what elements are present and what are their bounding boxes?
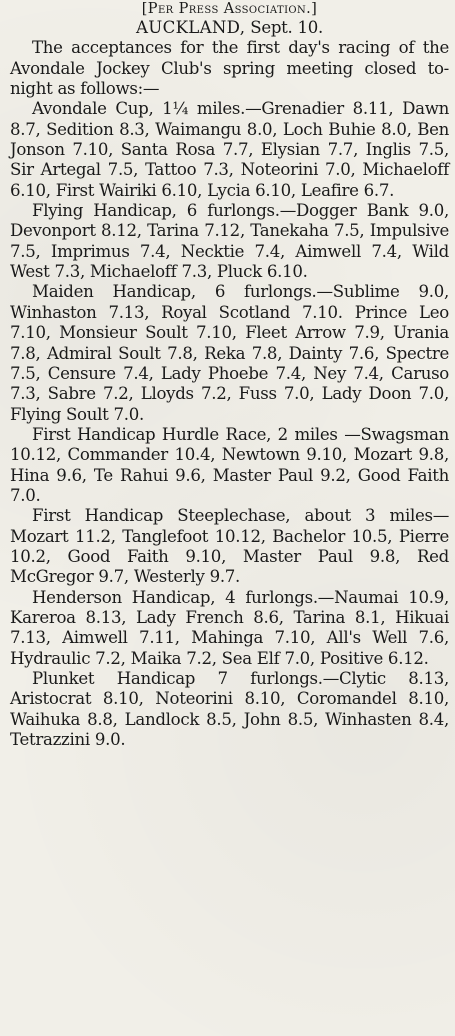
race-avondale-cup: Avondale Cup, 1¼ miles.—Grenadier 8.11, Dawn 8.7, Sedition 8.3, Waimangu 8.0, Loch Buhie 8.0, Ben Jonson 7.10, Santa Rosa 7.7, Elysian 7.7, Inglis 7.5, Sir Artegal 7.5, Tattoo 7.3, Noteorini 7.0, Michaeloff 6.10, First Wairiki 6.10, Lycia 6.10, Leafire 6.7. bbox=[10, 99, 449, 200]
dateline bbox=[10, 18, 449, 38]
race-flying-handicap: Flying Handicap, 6 furlongs.—Dogger Bank 9.0, Devonport 8.12, Tarina 7.12, Tanekaha 7.5, Impulsive 7.5, Imprimus 7.4, Necktie 7.4, Aimwell 7.4, Wild West 7.3, Michaeloff 7.3, Pluck 6.10. bbox=[10, 201, 449, 282]
press-credit: [Per Press Association.] bbox=[141, 1, 318, 17]
race-henderson-handicap: Henderson Handicap, 4 furlongs.—Naumai 10.9, Kareroa 8.13, Lady French 8.6, Tarina 8.1, Hikuai 7.13, Aimwell 7.11, Mahinga 7.10, All's Well 7.6, Hydraulic 7.2, Maika 7.2, Sea Elf 7.0, Positive 6.12. bbox=[10, 587, 449, 668]
dateline-place: AUCKLAND, bbox=[136, 18, 246, 37]
dateline-date: Sept. 10. bbox=[250, 18, 323, 37]
race-hurdle: First Handicap Hurdle Race, 2 miles —Swagsman 10.12, Commander 10.4, Newtown 9.10, Mozart 9.8, Hina 9.6, Te Rahui 9.6, Master Paul 9.2, Good Faith 7.0. bbox=[10, 424, 449, 505]
race-plunket-handicap: Plunket Handicap 7 furlongs.—Clytic 8.13, Aristocrat 8.10, Noteorini 8.10, Coromandel 8.10, Waihuka 8.8, Landlock 8.5, John 8.5, Winhasten 8.4, Tetrazzini 9.0. bbox=[10, 669, 449, 750]
race-steeplechase: First Handicap Steeplechase, about 3 miles—Mozart 11.2, Tanglefoot 10.12, Bachelor 10.5, Pierre 10.2, Good Faith 9.10, Master Paul 9.8, Red McGregor 9.7, Westerly 9.7. bbox=[10, 506, 449, 587]
intro-paragraph: The acceptances for the first day's racing of the Avondale Jockey Club's spring meeting closed to-night as follows:— bbox=[10, 38, 449, 99]
race-maiden-handicap: Maiden Handicap, 6 furlongs.—Sublime 9.0, Winhaston 7.13, Royal Scotland 7.10. Prince Leo 7.10, Monsieur Soult 7.10, Fleet Arrow 7.9, Urania 7.8, Admiral Soult 7.8, Reka 7.8, Dainty 7.6, Spectre 7.5, Censure 7.4, Lady Phoebe 7.4, Ney 7.4, Caruso 7.3, Sabre 7.2, Lloyds 7.2, Fuss 7.0, Lady Doon 7.0, Flying Soult 7.0. bbox=[10, 282, 449, 424]
